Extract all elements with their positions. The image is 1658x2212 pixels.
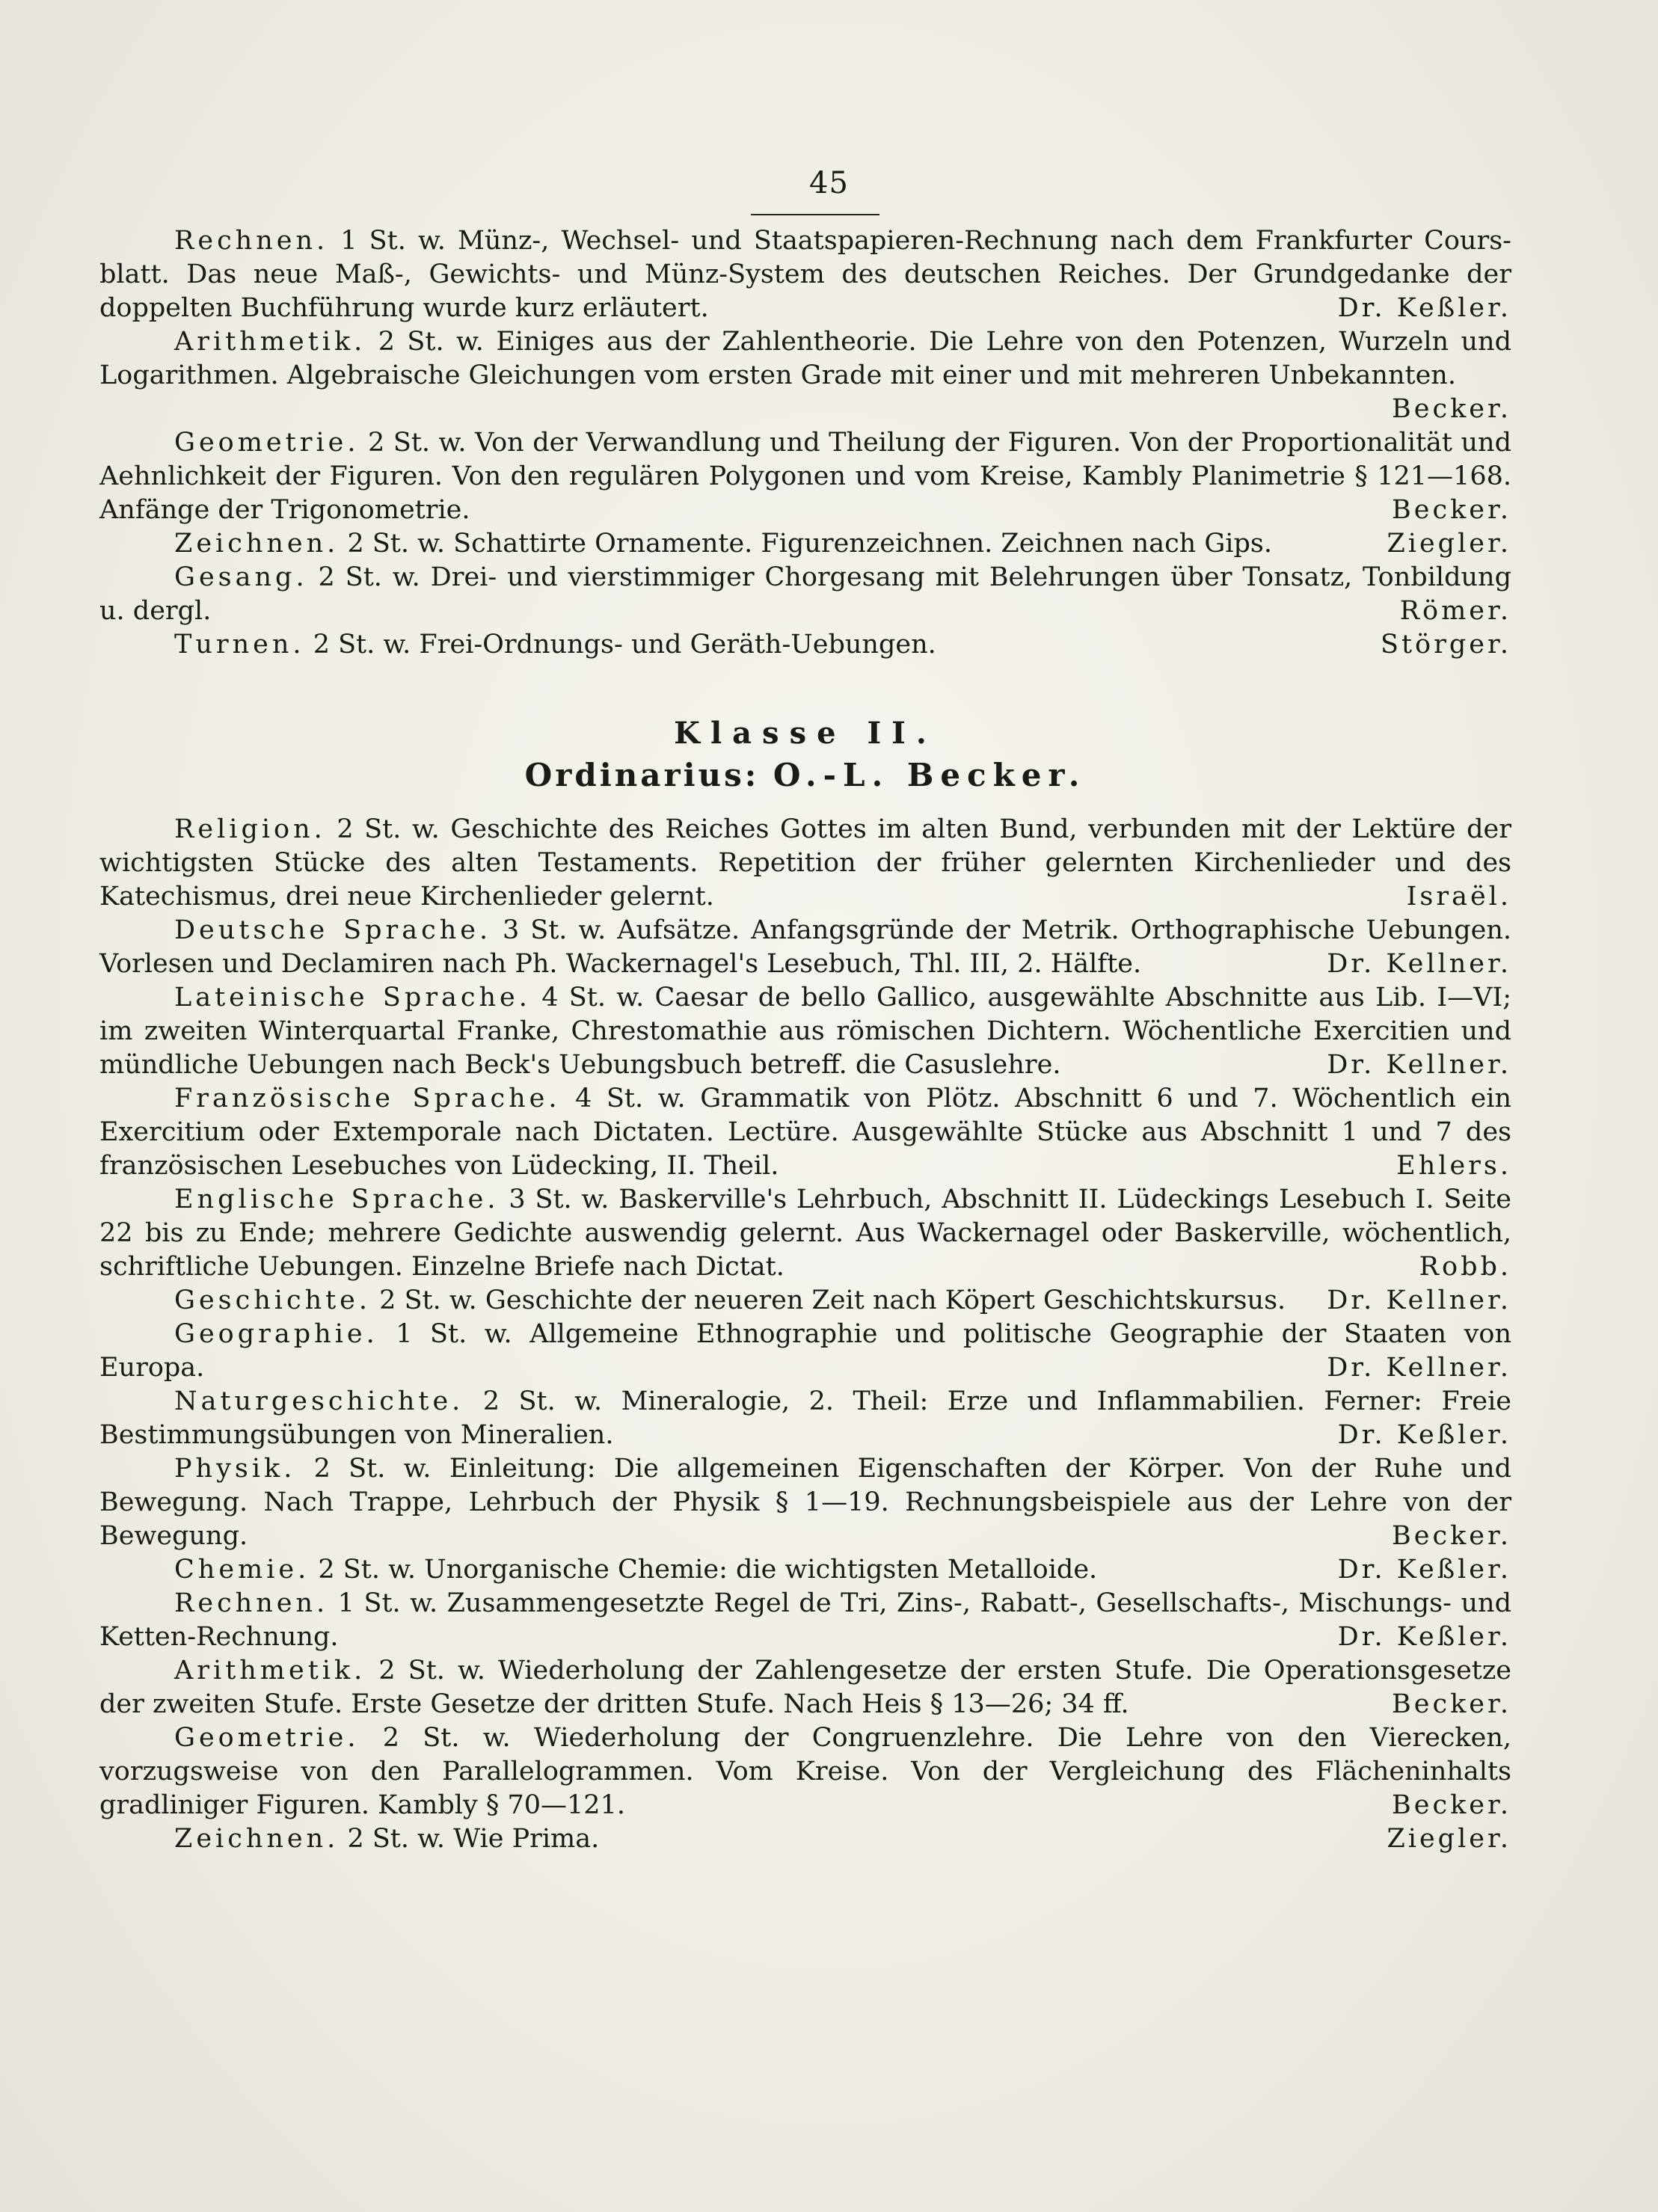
teacher-name: Dr. Kellner. xyxy=(1327,1050,1511,1080)
entry-text: 2 St. w. Mineralogie, 2. Theil: Erze und Inflammabilien. Ferner: Freie Bestimmungsübungen von Mineralien. xyxy=(99,1386,1511,1450)
subject-label: Rechnen. xyxy=(174,226,329,256)
entry-chemie xyxy=(99,1553,1511,1587)
teacher-name: Störger. xyxy=(1381,630,1511,660)
subject-label: Naturgeschichte. xyxy=(174,1386,464,1416)
subject-label: Arithmetik. xyxy=(174,327,366,357)
entry-gesang-1 xyxy=(99,561,1511,628)
teacher-name: Becker. xyxy=(1392,1689,1511,1719)
entry-religion xyxy=(99,813,1511,914)
subject-label: Zeichnen. xyxy=(174,529,340,559)
entry-text: 2 St. w. Wie Prima. xyxy=(347,1824,600,1854)
entry-geschichte xyxy=(99,1284,1511,1318)
entry-text: 2 St. w. Einleitung: Die allgemeinen Eigenschaften der Körper. Von der Ruhe und Bewegung. Nach Trappe, Lehrbuch der Physik § 1—19. Rechnungsbeispiele aus der Lehre von der Bewegung. xyxy=(99,1454,1511,1551)
entry-text: 2 St. w. Geschichte des Reiches Gottes im alten Bund, verbunden mit der Lektüre der wichtigsten Stücke des alten Testaments. Repetition der früher gelernten Kirchenlieder und des Katechismus, drei neue Kirchenlieder gelernt. xyxy=(99,814,1511,912)
subject-label: Geometrie. xyxy=(174,428,360,458)
subject-label: Lateinische Sprache. xyxy=(174,983,531,1013)
entry-text: 1 St. w. Münz-, Wechsel- und Staatspapieren-Rechnung nach dem Frankfurter Cours-blatt. Das neue Maß-, Gewichts- und Münz-System des deutschen Reiches. Der Grundgedanke der doppelten Buchführung wurde kurz erläutert. xyxy=(99,226,1511,323)
teacher-name: Dr. Keßler. xyxy=(1337,293,1511,323)
subject-label: Arithmetik. xyxy=(174,1656,366,1686)
ordinarius-line xyxy=(99,757,1511,793)
entry-geometrie-1 xyxy=(99,426,1511,527)
entry-text: 2 St. w. Frei-Ordnungs- und Geräth-Uebungen. xyxy=(313,630,936,660)
entry-physik xyxy=(99,1452,1511,1553)
subject-label: Physik. xyxy=(174,1454,296,1484)
header-rule xyxy=(751,214,879,215)
entry-text: 3 St. w. Aufsätze. Anfangsgründe der Metrik. Orthographische Uebungen. Vorlesen und Declamiren nach Ph. Wackernagel's Lesebuch, Thl. III, 2. Hälfte. xyxy=(99,915,1511,979)
page-content xyxy=(99,224,1511,1856)
page-number: 45 xyxy=(809,166,849,200)
entry-text: 2 St. w. Von der Verwandlung und Theilung der Figuren. Von der Proportionalität und Aehnlichkeit der Figuren. Von den regulären Polygonen und vom Kreise, Kambly Planimetrie § 121—168. Anfänge der Trigonometrie. xyxy=(99,428,1511,525)
entry-text: 1 St. w. Zusammengesetzte Regel de Tri, Zins-, Rabatt-, Gesellschafts-, Mischungs- und Ketten-Rechnung. xyxy=(99,1588,1511,1652)
entry-franzoesische-sprache xyxy=(99,1082,1511,1183)
entry-arithmetik-2 xyxy=(99,1654,1511,1721)
entry-text: 4 St. w. Grammatik von Plötz. Abschnitt 6 und 7. Wöchentlich ein Exercitium oder Extemporale nach Dictaten. Lectüre. Ausgewählte Stücke aus Abschnitt 1 und 7 des französischen Lesebuches von Lüdecking, II. Theil. xyxy=(99,1084,1511,1181)
entry-rechnen-2 xyxy=(99,1587,1511,1654)
teacher-name: Dr. Kellner. xyxy=(1327,949,1511,979)
entry-text: 2 St. w. Unorganische Chemie: die wichtigsten Metalloide. xyxy=(318,1555,1098,1585)
subject-label: Geschichte. xyxy=(174,1285,372,1315)
teacher-name: Becker. xyxy=(1392,1521,1511,1551)
entry-deutsche-sprache xyxy=(99,914,1511,981)
entry-rechnen-1 xyxy=(99,224,1511,325)
entry-turnen-1 xyxy=(99,628,1511,662)
teacher-name: Becker. xyxy=(1392,1790,1511,1820)
subject-label: Religion. xyxy=(174,814,326,844)
teacher-name: Dr. Kellner. xyxy=(1327,1285,1511,1315)
entry-zeichnen-1 xyxy=(99,527,1511,561)
entry-text: 2 St. w. Geschichte der neueren Zeit nach Köpert Geschichtskursus. xyxy=(379,1285,1286,1315)
subject-label: Französische Sprache. xyxy=(174,1084,561,1113)
ordinarius-label: Ordinarius: xyxy=(524,757,760,793)
subject-label: Geometrie. xyxy=(174,1723,360,1753)
subject-label: Geographie. xyxy=(174,1319,378,1349)
teacher-name: Becker. xyxy=(1392,495,1511,525)
teacher-name: Israël. xyxy=(1406,882,1511,912)
teacher-name: Römer. xyxy=(1399,596,1511,626)
subject-label: Gesang. xyxy=(174,562,308,592)
entry-text: 2 St. w. Drei- und vierstimmiger Chorgesang mit Belehrungen über Tonsatz, Tonbildung u. dergl. xyxy=(99,562,1511,626)
entry-text: 3 St. w. Baskerville's Lehrbuch, Abschnitt II. Lüdeckings Lesebuch I. Seite 22 bis zu Ende; mehrere Gedichte auswendig gelernt. Aus Wackernagel oder Baskerville, wöchentlich, schriftliche Uebungen. Einzelne Briefe nach Dictat. xyxy=(99,1185,1511,1282)
entry-text: 4 St. w. Caesar de bello Gallico, ausgewählte Abschnitte aus Lib. I—VI; im zweiten Winterquartal Franke, Chrestomathie aus römischen Dichtern. Wöchentliche Exercitien und mündliche Uebungen nach Beck's Uebungsbuch betreff. die Casuslehre. xyxy=(99,983,1511,1080)
teacher-name: Dr. Kellner. xyxy=(1327,1353,1511,1383)
teacher-name: Robb. xyxy=(1419,1252,1511,1282)
entry-arithmetik-1 xyxy=(99,325,1511,426)
teacher-name: Ehlers. xyxy=(1396,1151,1511,1181)
teacher-name: Becker. xyxy=(1392,394,1511,424)
teacher-name: Dr. Keßler. xyxy=(1337,1555,1511,1585)
entry-zeichnen-2 xyxy=(99,1822,1511,1856)
entry-geometrie-2 xyxy=(99,1721,1511,1822)
teacher-name: Ziegler. xyxy=(1387,529,1511,559)
entry-text: 2 St. w. Wiederholung der Congruenzlehre. Die Lehre von den Vierecken, vorzugsweise von den Parallelogrammen. Vom Kreise. Von der Vergleichung des Flächeninhalts gradliniger Figuren. Kambly § 70—121. xyxy=(99,1723,1511,1820)
subject-label: Englische Sprache. xyxy=(174,1185,500,1214)
teacher-name: Ziegler. xyxy=(1387,1824,1511,1854)
entry-geographie xyxy=(99,1318,1511,1385)
subject-label: Zeichnen. xyxy=(174,1824,340,1854)
ordinarius-name: O.-L. Becker. xyxy=(773,757,1087,793)
subject-label: Chemie. xyxy=(174,1555,310,1585)
entry-naturgeschichte xyxy=(99,1385,1511,1452)
teacher-name: Dr. Keßler. xyxy=(1337,1420,1511,1450)
class-heading: Klasse II. xyxy=(674,716,937,751)
entry-lateinische-sprache xyxy=(99,981,1511,1082)
entry-text: 2 St. w. Schattirte Ornamente. Figurenzeichnen. Zeichnen nach Gips. xyxy=(347,529,1272,559)
entry-text: 2 St. w. Wiederholung der Zahlengesetze der ersten Stufe. Die Operationsgesetze der zweiten Stufe. Erste Gesetze der dritten Stufe. Nach Heis § 13—26; 34 ff. xyxy=(99,1656,1511,1719)
subject-label: Deutsche Sprache. xyxy=(174,915,492,945)
entry-text: 2 St. w. Einiges aus der Zahlentheorie. Die Lehre von den Potenzen, Wurzeln und Logarithmen. Algebraische Gleichungen vom ersten Grade mit einer und mit mehreren Unbekannten. xyxy=(99,327,1511,390)
entry-text: 1 St. w. Allgemeine Ethnographie und politische Geographie der Staaten von Europa. xyxy=(99,1319,1511,1383)
entry-englische-sprache xyxy=(99,1183,1511,1284)
subject-label: Rechnen. xyxy=(174,1588,329,1618)
teacher-name: Dr. Keßler. xyxy=(1337,1622,1511,1652)
subject-label: Turnen. xyxy=(174,630,305,660)
